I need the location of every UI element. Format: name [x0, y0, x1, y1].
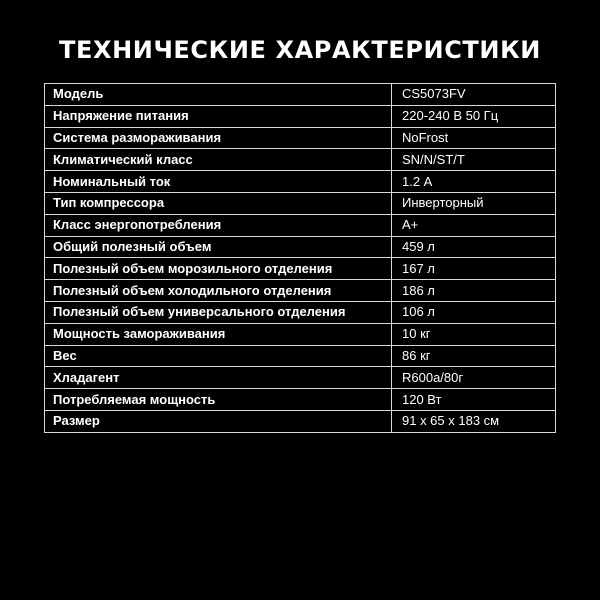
- spec-value: 220-240 В 50 Гц: [392, 105, 556, 127]
- spec-value: NoFrost: [392, 127, 556, 149]
- spec-row: [45, 149, 556, 171]
- spec-row: [45, 345, 556, 367]
- spec-value: 106 л: [392, 301, 556, 323]
- spec-row: [45, 84, 556, 106]
- spec-value: 86 кг: [392, 345, 556, 367]
- spec-row: [45, 192, 556, 214]
- spec-label: Номинальный ток: [45, 171, 392, 193]
- spec-value: 459 л: [392, 236, 556, 258]
- spec-value: 1.2 А: [392, 171, 556, 193]
- spec-row: [45, 410, 556, 432]
- spec-row: [45, 301, 556, 323]
- spec-value: Инверторный: [392, 192, 556, 214]
- spec-row: [45, 323, 556, 345]
- spec-value: 167 л: [392, 258, 556, 280]
- spec-row: [45, 171, 556, 193]
- spec-table-body: [45, 84, 556, 433]
- spec-label: Полезный объем холодильного отделения: [45, 280, 392, 302]
- spec-value: 10 кг: [392, 323, 556, 345]
- spec-row: [45, 280, 556, 302]
- spec-label: Общий полезный объем: [45, 236, 392, 258]
- spec-row: [45, 236, 556, 258]
- spec-row: [45, 105, 556, 127]
- spec-value: 91 х 65 х 183 см: [392, 410, 556, 432]
- spec-label: Класс энергопотребления: [45, 214, 392, 236]
- spec-label: Мощность замораживания: [45, 323, 392, 345]
- spec-label: Система размораживания: [45, 127, 392, 149]
- spec-label: Хладагент: [45, 367, 392, 389]
- spec-value: R600a/80г: [392, 367, 556, 389]
- spec-row: [45, 389, 556, 411]
- spec-label: Полезный объем морозильного отделения: [45, 258, 392, 280]
- page-title: ТЕХНИЧЕСКИЕ ХАРАКТЕРИСТИКИ: [59, 36, 541, 64]
- spec-value: 120 Вт: [392, 389, 556, 411]
- spec-label: Размер: [45, 410, 392, 432]
- spec-label: Потребляемая мощность: [45, 389, 392, 411]
- spec-label: Полезный объем универсального отделения: [45, 301, 392, 323]
- spec-row: [45, 367, 556, 389]
- spec-row: [45, 127, 556, 149]
- spec-row: [45, 258, 556, 280]
- spec-value: 186 л: [392, 280, 556, 302]
- spec-label: Модель: [45, 84, 392, 106]
- spec-label: Тип компрессора: [45, 192, 392, 214]
- spec-value: A+: [392, 214, 556, 236]
- spec-label: Напряжение питания: [45, 105, 392, 127]
- spec-value: CS5073FV: [392, 84, 556, 106]
- spec-table: [44, 83, 556, 433]
- spec-row: [45, 214, 556, 236]
- spec-label: Климатический класс: [45, 149, 392, 171]
- spec-label: Вес: [45, 345, 392, 367]
- spec-value: SN/N/ST/T: [392, 149, 556, 171]
